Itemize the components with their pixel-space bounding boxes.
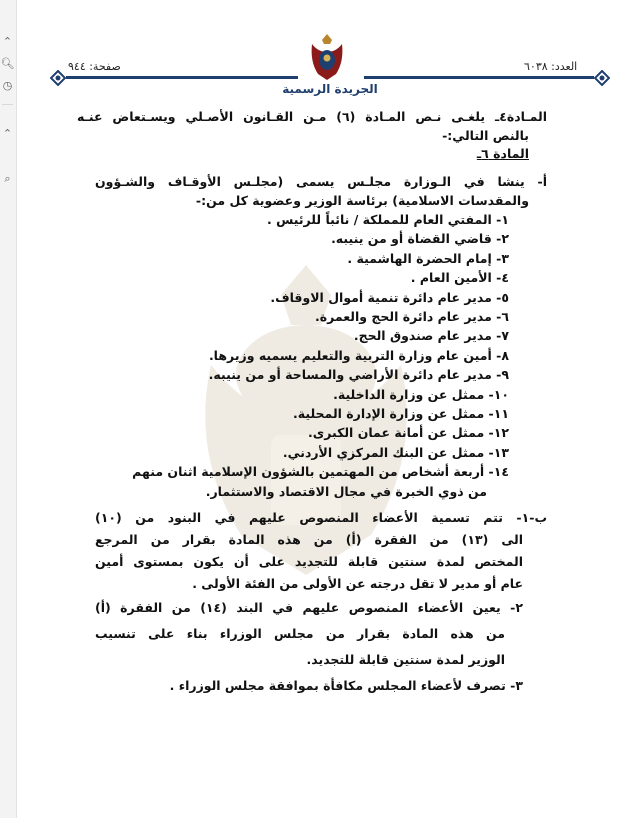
article-4-line-1: المـادة٤ـ يلغـى نـص المـادة (٦) مـن القـانون الأصـلي ويسـتعاض عنـه <box>77 109 547 124</box>
para-b1-line-2: الى (١٣) من الفقرة (أ) من هذه المادة بقرار من المرجع <box>95 532 523 548</box>
list-item: ١٣- ممثل عن البنك المركزي الأردني. <box>282 444 509 460</box>
list-item: ٣- إمام الحضرة الهاشمية . <box>347 250 509 266</box>
history-icon[interactable]: ◷ <box>2 78 13 92</box>
collapse-up-icon[interactable]: ⌃ <box>2 34 13 48</box>
article-6-heading: المادة ٦ـ <box>476 146 529 161</box>
para-a-line-1: أ- ينشا في الـوزارة مجلـس يسمى (مجلـس الأوقـاف والشـؤون <box>95 174 547 189</box>
para-b1-line-3: المختص لمدة سنتين قابلة للتجديد على أن يكون بمستوى أمين <box>95 554 523 570</box>
para-b <box>77 507 547 699</box>
gazette-title: الجريدة الرسمية <box>282 82 378 96</box>
header-rule-left <box>66 76 298 79</box>
list-item: ٤- الأمين العام . <box>410 270 509 286</box>
list-item: ٧- مدير عام صندوق الحج. <box>353 328 509 344</box>
para-b3-line: ٣- تصرف لأعضاء المجلس مكافأة بموافقة مجلس الوزراء . <box>169 678 523 694</box>
page-number: صفحة: ٩٤٤ <box>68 60 121 73</box>
list-item: ٥- مدير عام دائرة تنمية أموال الاوقاف. <box>270 289 509 305</box>
list-item: ١٠- ممثل عن وزارة الداخلية. <box>333 386 509 402</box>
members-list <box>77 210 509 501</box>
document-page <box>16 0 627 818</box>
para-b2-line-1: ٢- يعين الأعضاء المنصوص عليهم في البند (١٤) من الفقرة (أ) <box>95 600 523 616</box>
jordan-emblem-icon <box>308 32 346 82</box>
collapse-up-icon-2[interactable]: ⌃ <box>2 126 13 140</box>
list-item: ٩- مدير عام دائرة الأراضي والمساحة أو من ينيبه. <box>208 367 509 383</box>
list-item: ١- المفتي العام للمملكة / نائباً للرئيس . <box>266 212 509 227</box>
ornament-icon <box>50 70 66 86</box>
para-b1-line-1: ب-١- تتم تسمية الأعضاء المنصوص عليهم في البنود من (١٠) <box>95 510 547 526</box>
list-item: ١١- ممثل عن وزارة الإدارة المحلية. <box>293 406 509 422</box>
para-b1-line-4: عام أو مدير لا تقل درجته عن الأولى من الفئة الأولى . <box>192 576 523 592</box>
list-item: ٨- أمين عام وزارة التربية والتعليم يسميه وزيرها. <box>208 347 509 363</box>
list-item: ١٢- ممثل عن أمانة عمان الكبرى. <box>308 425 509 441</box>
list-item: ٢- قاضي القضاة أو من ينيبه. <box>331 231 509 247</box>
article-4-line-2: بالنص التالي:- <box>442 128 529 143</box>
document-body <box>77 107 547 699</box>
search-icon[interactable]: 🔍︎ <box>0 56 15 70</box>
list-item-14-line-1: ١٤- أربعة أشخاص من المهتمين بالشؤون الإسلامية اثنان منهم <box>132 464 509 480</box>
zoom-icon[interactable]: ⌕ <box>4 172 11 185</box>
para-b2-line-2: من هذه المادة بقرار من مجلس الوزراء بناء على تنسيب <box>95 626 505 642</box>
list-item-14-line-2: من ذوي الخبرة في مجال الاقتصاد والاستثمار. <box>205 483 487 499</box>
viewer-sidebar <box>0 0 17 818</box>
header-rule-right <box>364 76 594 79</box>
sidebar-divider <box>2 104 13 105</box>
issue-number: العدد: ٦٠٣٨ <box>524 60 578 73</box>
list-item: ٦- مدير عام دائرة الحج والعمرة. <box>314 309 509 325</box>
para-b2-line-3: الوزير لمدة سنتين قابلة للتجديد. <box>306 652 505 668</box>
ornament-icon <box>594 70 610 86</box>
para-a-line-2: والمقدسات الاسلامية) برئاسة الوزير وعضوية كل من:- <box>195 193 529 208</box>
